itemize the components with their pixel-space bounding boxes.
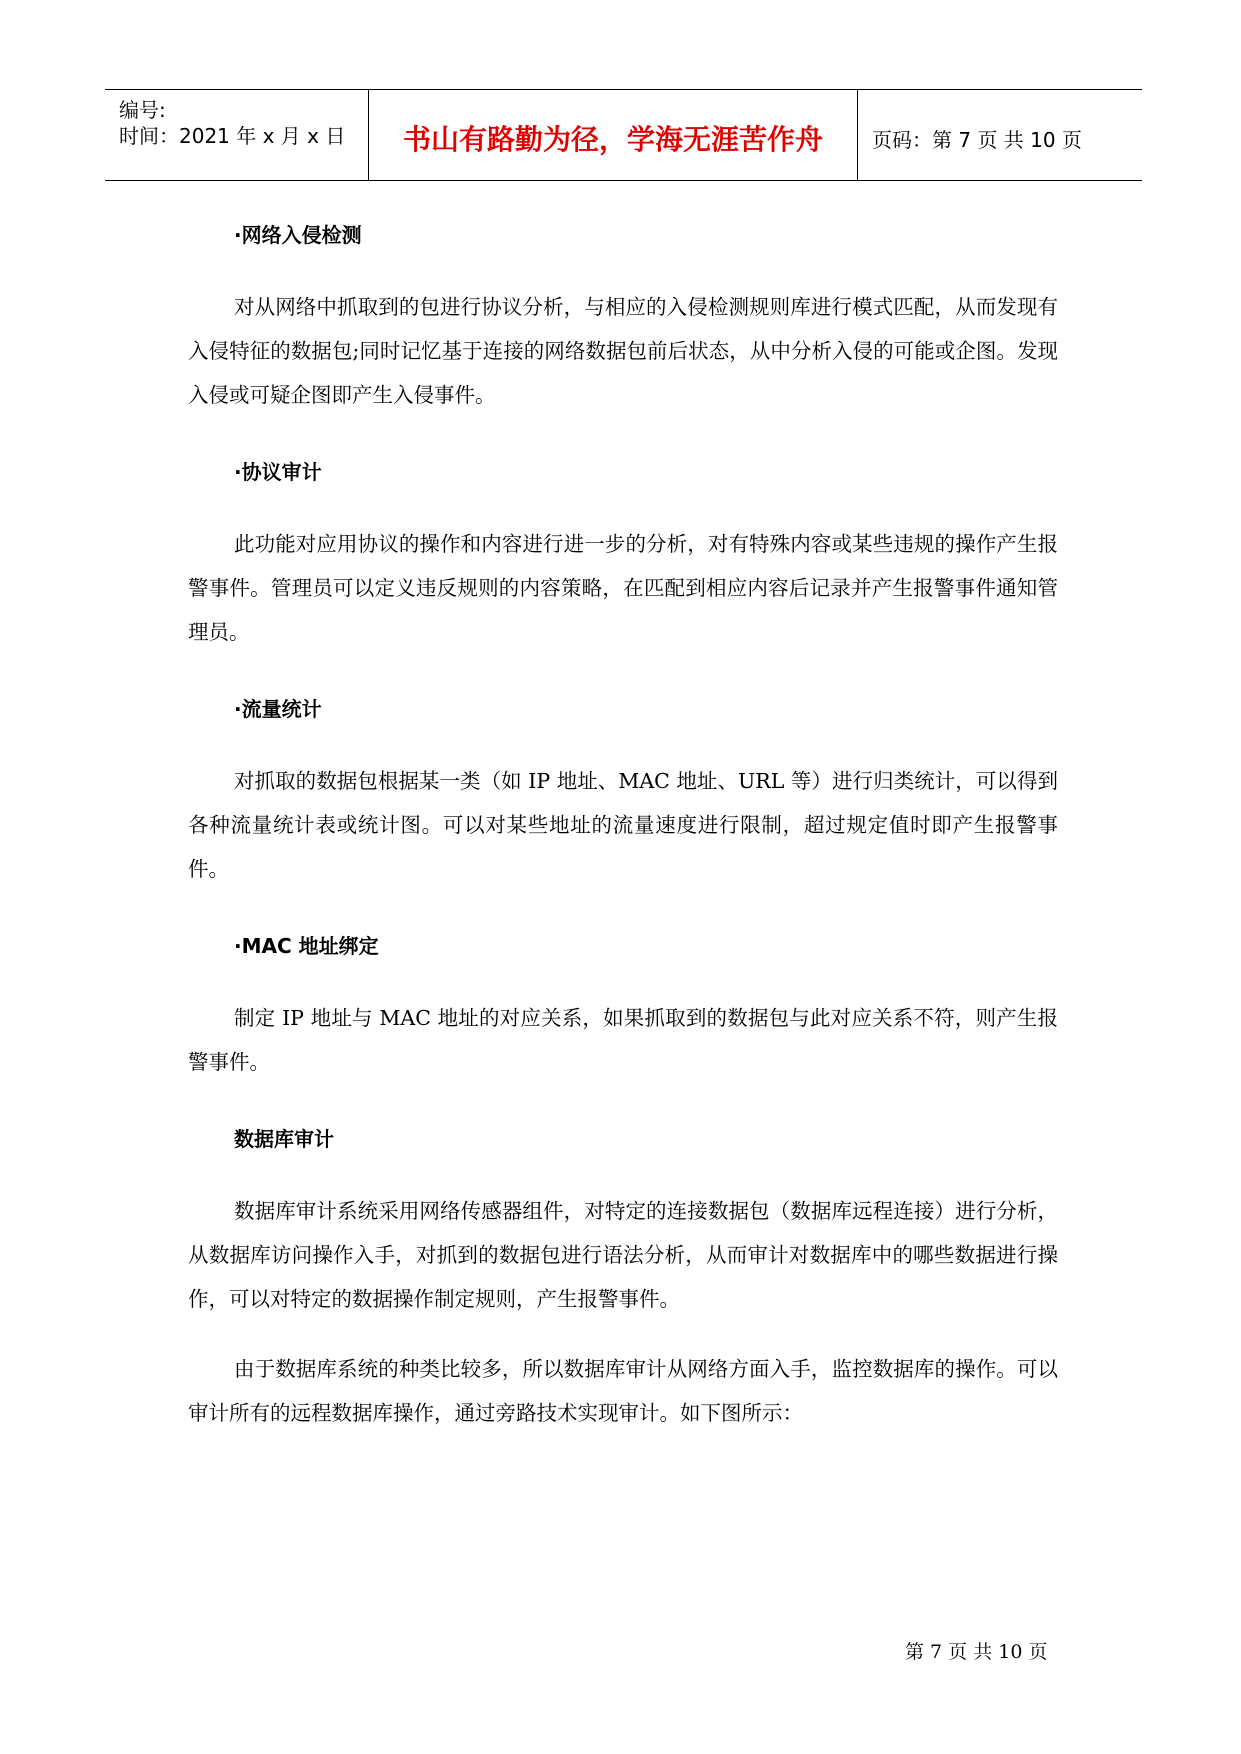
section-paragraph: 此功能对应用协议的操作和内容进行进一步的分析，对有特殊内容或某些违规的操作产生报警事件。管理员可以定义违反规则的内容策略，在匹配到相应内容后记录并产生报警事件通知管理员。 [188,532,1058,644]
section-paragraph: 对抓取的数据包根据某一类（如 IP 地址、MAC 地址、URL 等）进行归类统计，可以得到各种流量统计表或统计图。可以对某些地址的流量速度进行限制，超过规定值时即产生报警事件。 [188,769,1058,881]
section-paragraph: 制定 IP 地址与 MAC 地址的对应关系，如果抓取到的数据包与此对应关系不符，则产生报警事件。 [188,1006,1058,1074]
section-traffic-statistics [188,694,1058,931]
header-page-number: 页码：第 7 页 共 10 页 [872,128,1082,152]
section-heading: ·MAC 地址绑定 [234,934,379,958]
header-info-cell [105,90,369,180]
section-protocol-audit [188,457,1058,694]
page-header [105,89,1142,181]
header-page-cell [858,90,1142,180]
section-database-audit [188,1124,1058,1435]
serial-number-label: 编号: [119,98,166,122]
document-body [188,220,1058,1435]
section-mac-binding [188,931,1058,1124]
section-heading: 数据库审计 [234,1127,334,1151]
header-motto-cell [369,90,858,180]
time-label: 时间：2021 年 x 月 x 日 [119,124,346,148]
section-paragraph: 由于数据库系统的种类比较多，所以数据库审计从网络方面入手，监控数据库的操作。可以审计所有的远程数据库操作，通过旁路技术实现审计。如下图所示： [188,1357,1058,1425]
page-footer-number: 第 7 页 共 10 页 [905,1641,1048,1663]
section-heading: ·网络入侵检测 [234,223,362,247]
section-heading: ·协议审计 [234,460,322,484]
section-paragraph: 数据库审计系统采用网络传感器组件，对特定的连接数据包（数据库远程连接）进行分析，从数据库访问操作入手，对抓到的数据包进行语法分析，从而审计对数据库中的哪些数据进行操作，可以对特定的数据操作制定规则，产生报警事件。 [188,1199,1058,1311]
header-motto: 书山有路勤为径，学海无涯苦作舟 [402,123,823,156]
section-heading: ·流量统计 [234,697,322,721]
section-paragraph: 对从网络中抓取到的包进行协议分析，与相应的入侵检测规则库进行模式匹配，从而发现有入侵特征的数据包;同时记忆基于连接的网络数据包前后状态，从中分析入侵的可能或企图。发现入侵或可疑企图即产生入侵事件。 [188,295,1058,407]
section-intrusion-detection [188,220,1058,457]
